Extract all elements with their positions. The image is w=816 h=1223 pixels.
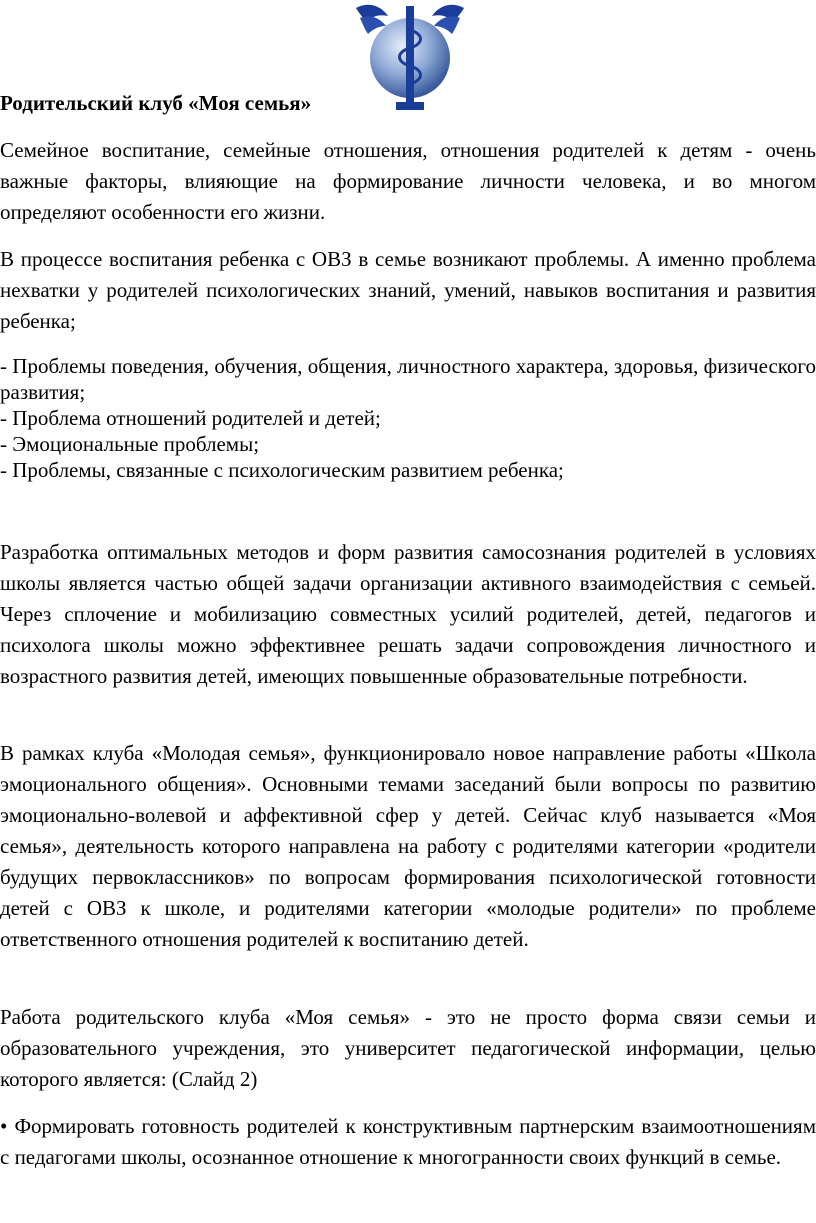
list-item: - Проблемы, связанные с психологическим развитием ребенка; <box>0 458 564 482</box>
paragraph-ovz-problems: В процессе воспитания ребенка с ОВЗ в семье возникают проблемы. А именно проблема нехватки у родителей психологических знаний, умений, навыков воспитания и развития ребенка; <box>0 247 816 333</box>
paragraph-goal-bullet: • Формировать готовность родителей к конструктивным партнерским взаимоотношениям с педагогами школы, осознанное отношение к многогранности своих функций в семье. <box>0 1114 816 1169</box>
list-item: - Эмоциональные проблемы; <box>0 432 260 456</box>
paragraph-methods: Разработка оптимальных методов и форм развития самосознания родителей в условиях школы является частью общей задачи организации активного взаимодействия с семьей. Через сплочение и мобилизацию совместных усилий родителей, детей, педагогов и психолога школы можно эффективнее решать задачи сопровождения личностного и возрастного развития детей, имеющих повышенные образовательные потребности. <box>0 540 816 688</box>
paragraph-club-history: В рамках клуба «Молодая семья», функционировало новое направление работы «Школа эмоционального общения». Основными темами заседаний были вопросы по развитию эмоционально-волевой и аффективной сфер у детей. Сейчас клуб называется «Моя семья», деятельность которого направлена на работу с родителями категории «родители будущих первоклассников» по вопросам формирования психологической готовности детей с ОВЗ к школе, и родителями категории «молодые родители» по проблеме ответственного отношения родителей к воспитанию детей. <box>0 741 816 951</box>
caduceus-emblem-icon <box>352 0 468 112</box>
paragraph-club-work: Работа родительского клуба «Моя семья» - это не просто форма связи семьи и образовательного учреждения, это университет педагогической информации, целью которого является: (Слайд 2) <box>0 1005 816 1091</box>
list-item: - Проблемы поведения, обучения, общения, личностного характера, здоровья, физического развития; <box>0 354 816 404</box>
list-item: - Проблема отношений родителей и детей; <box>0 406 381 430</box>
page-title: Родительский клуб «Моя семья» <box>0 91 312 115</box>
paragraph-family-upbringing: Семейное воспитание, семейные отношения, отношения родителей к детям - очень важные факторы, влияющие на формирование личности человека, и во многом определяют особенности его жизни. <box>0 138 816 224</box>
problems-list <box>0 353 816 483</box>
